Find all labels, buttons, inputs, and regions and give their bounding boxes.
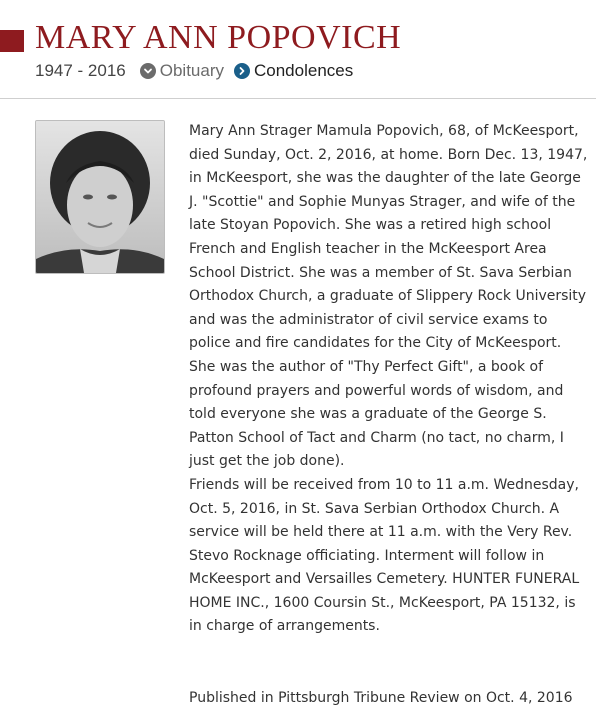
chevron-down-circle-icon (140, 63, 156, 79)
life-dates: 1947 - 2016 (35, 61, 126, 80)
condolences-link[interactable] (234, 61, 353, 81)
obituary-paragraph: Friends will be received from 10 to 11 a.m. Wednesday, Oct. 5, 2016, in St. Sava Serbian Orthodox Church. A service will be held there at 11 a.m. with the Very Rev. Stevo Rocknage officiating. Interment will follow in McKeesport and Versailles Cemetery. HUNTER FUNERAL HOME INC., 1600 Coursin St., McKeesport, PA 15132, is in charge of arrangements. (189, 476, 580, 635)
condolences-link-label: Condolences (254, 61, 354, 80)
obituary-paragraph: Mary Ann Strager Mamula Popovich, 68, of McKeesport, died Sunday, Oct. 2, 2016, at home. Born Dec. 13, 1947, in McKeesport, she was the daughter of the late George J. "Scottie" and Sophie Munyas Strager, and wife of the late Stoyan Popovich. She was a retired high school French and English teacher in the McKeesport Area School District. She was a member of St. Sava Serbian Orthodox Church, a graduate of Slippery Rock University and was the administrator of civil service exams to police and fire candidates for the City of McKeesport. She was the author of "Thy Perfect Gift", a book of profound prayers and powerful words of wisdom, and told everyone she was a graduate of the George S. Patton School of Tact and Charm (no tact, no charm, I just get the job done). (189, 123, 588, 470)
title-subline (35, 60, 363, 82)
obituary-link[interactable] (140, 61, 224, 81)
title-accent-bar (0, 30, 24, 52)
header-divider (0, 98, 596, 99)
page-title: MARY ANN POPOVICH (35, 19, 402, 56)
portrait-photo (35, 120, 165, 274)
published-note: Published in Pittsburgh Tribune Review on Oct. 4, 2016 (189, 690, 573, 706)
chevron-right-circle-icon (234, 63, 250, 79)
obituary-text (189, 120, 589, 639)
obituary-link-label: Obituary (159, 61, 224, 80)
